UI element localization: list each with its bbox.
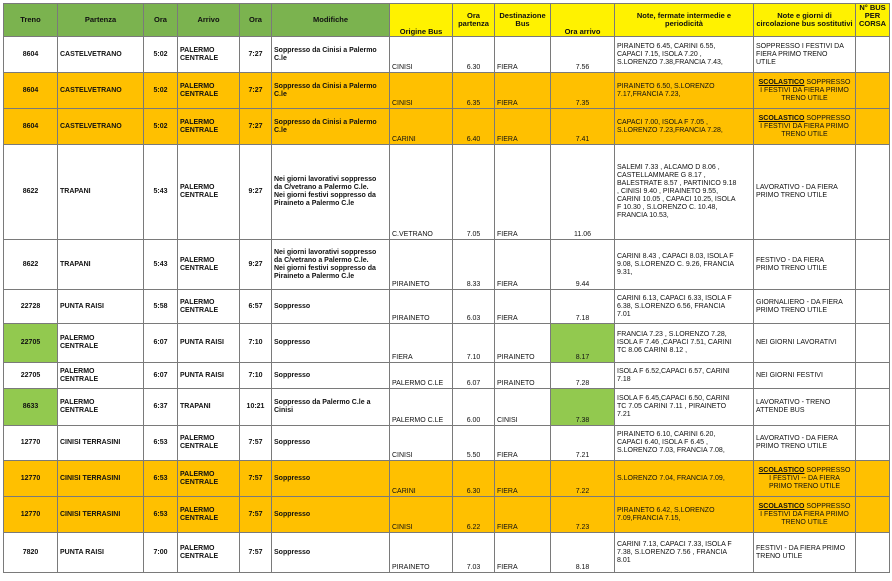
timetable-body — [4, 37, 890, 573]
cell-n-bus — [856, 37, 890, 73]
cell-treno: 8622 — [4, 145, 58, 240]
cell-note-giorni — [754, 497, 856, 533]
cell-ora-partenza-bus: 7.05 — [453, 145, 495, 240]
cell-note: PIRAINETO 6.42, S.LORENZO 7.09,FRANCIA 7.15, — [615, 497, 754, 533]
cell-origine-bus: CINISI — [390, 426, 453, 461]
col-n-bus: N° BUS PER CORSA — [856, 4, 890, 37]
cell-arrivo: PALERMO CENTRALE — [178, 37, 240, 73]
cell-ora-partenza-treno: 5:02 — [144, 109, 178, 145]
cell-modifiche: Soppresso da Palermo C.le a Cinisi — [272, 389, 390, 426]
cell-treno: 8604 — [4, 37, 58, 73]
cell-ora-arrivo-bus: 7.18 — [551, 290, 615, 324]
cell-destinazione-bus: CINISI — [495, 389, 551, 426]
cell-arrivo: PALERMO CENTRALE — [178, 109, 240, 145]
cell-ora-arrivo-bus: 7.21 — [551, 426, 615, 461]
cell-ora-arrivo-treno: 7:57 — [240, 497, 272, 533]
cell-partenza: PUNTA RAISI — [58, 290, 144, 324]
scolastico-label: SCOLASTICO — [758, 502, 805, 510]
table-row — [4, 73, 890, 109]
cell-n-bus — [856, 533, 890, 573]
cell-destinazione-bus: FIERA — [495, 426, 551, 461]
col-origine-bus: Origine Bus — [390, 4, 453, 37]
cell-arrivo: TRAPANI — [178, 389, 240, 426]
cell-origine-bus: PIRAINETO — [390, 290, 453, 324]
table-row — [4, 461, 890, 497]
cell-n-bus — [856, 363, 890, 389]
cell-ora-arrivo-treno: 7:57 — [240, 426, 272, 461]
cell-ora-partenza-treno: 5:58 — [144, 290, 178, 324]
timetable — [3, 3, 890, 573]
cell-ora-arrivo-bus: 7.35 — [551, 73, 615, 109]
cell-ora-partenza-treno: 6:53 — [144, 461, 178, 497]
cell-origine-bus: CARINI — [390, 109, 453, 145]
table-row — [4, 240, 890, 290]
cell-modifiche: Soppresso da Cinisi a Palermo C.le — [272, 109, 390, 145]
cell-n-bus — [856, 389, 890, 426]
cell-note: SALEMI 7.33 , ALCAMO D 8.06 , CASTELLAMMARE G 8.17 , BALESTRATE 8.57 , PARTINICO 9.18 , CINISI 9.40 , PIRAINETO 9.55, CARINI 10.05 , CAPACI 10.25, ISOLA F 10.30 , S.LORENZO C. 10.48, FRANCIA 10.53, — [615, 145, 754, 240]
cell-ora-partenza-treno: 5:02 — [144, 37, 178, 73]
cell-note-giorni — [754, 324, 856, 363]
table-row — [4, 290, 890, 324]
cell-n-bus — [856, 145, 890, 240]
col-treno: Treno — [4, 4, 58, 37]
cell-partenza: PALERMO CENTRALE — [58, 389, 144, 426]
cell-modifiche: Soppresso — [272, 426, 390, 461]
cell-treno: 8622 — [4, 240, 58, 290]
cell-ora-partenza-bus: 6.00 — [453, 389, 495, 426]
cell-ora-arrivo-bus: 11.06 — [551, 145, 615, 240]
cell-partenza: CASTELVETRANO — [58, 37, 144, 73]
cell-ora-arrivo-bus: 9.44 — [551, 240, 615, 290]
cell-ora-partenza-bus: 6.30 — [453, 37, 495, 73]
cell-ora-arrivo-treno: 9:27 — [240, 145, 272, 240]
cell-ora-partenza-treno: 5:43 — [144, 240, 178, 290]
cell-treno: 12770 — [4, 461, 58, 497]
cell-destinazione-bus: FIERA — [495, 290, 551, 324]
cell-partenza: TRAPANI — [58, 145, 144, 240]
cell-ora-partenza-bus: 6.35 — [453, 73, 495, 109]
col-modifiche: Modifiche — [272, 4, 390, 37]
header-row — [4, 4, 890, 37]
cell-modifiche: Soppresso — [272, 363, 390, 389]
cell-n-bus — [856, 497, 890, 533]
scolastico-label: SCOLASTICO — [758, 78, 805, 86]
cell-partenza: CINISI TERRASINI — [58, 461, 144, 497]
scolastico-label: SCOLASTICO — [758, 466, 805, 474]
note-giorni-text: SOPPRESSO I FESTIVI DA FIERA PRIMO TRENO UTILE — [756, 42, 844, 66]
table-row — [4, 109, 890, 145]
cell-note-giorni — [754, 363, 856, 389]
cell-ora-arrivo-treno: 7:10 — [240, 363, 272, 389]
cell-treno: 7820 — [4, 533, 58, 573]
cell-note: CARINI 7.13, CAPACI 7.33, ISOLA F 7.38, S.LORENZO 7.56 , FRANCIA 8.01 — [615, 533, 754, 573]
cell-destinazione-bus: FIERA — [495, 240, 551, 290]
table-row — [4, 497, 890, 533]
cell-ora-partenza-treno: 7:00 — [144, 533, 178, 573]
cell-ora-partenza-bus: 6.07 — [453, 363, 495, 389]
cell-partenza: PALERMO CENTRALE — [58, 324, 144, 363]
cell-ora-arrivo-bus: 7.23 — [551, 497, 615, 533]
cell-origine-bus: C.VETRANO — [390, 145, 453, 240]
cell-ora-arrivo-bus: 7.38 — [551, 389, 615, 426]
col-ora-partenza-treno: Ora — [144, 4, 178, 37]
cell-origine-bus: FIERA — [390, 324, 453, 363]
cell-ora-partenza-bus: 6.03 — [453, 290, 495, 324]
cell-note-giorni — [754, 389, 856, 426]
cell-destinazione-bus: FIERA — [495, 73, 551, 109]
cell-modifiche: Soppresso da Cinisi a Palermo C.le — [272, 73, 390, 109]
cell-destinazione-bus: FIERA — [495, 533, 551, 573]
cell-origine-bus: CINISI — [390, 497, 453, 533]
cell-treno: 12770 — [4, 426, 58, 461]
table-row — [4, 389, 890, 426]
cell-note: ISOLA F 6.52,CAPACI 6.57, CARINI 7.18 — [615, 363, 754, 389]
cell-ora-arrivo-treno: 7:27 — [240, 37, 272, 73]
cell-ora-arrivo-treno: 6:57 — [240, 290, 272, 324]
cell-arrivo: PUNTA RAISI — [178, 363, 240, 389]
cell-destinazione-bus: FIERA — [495, 37, 551, 73]
note-giorni-text: SOPPRESSO I FESTIVI DA FIERA PRIMO TRENO UTILE — [760, 114, 851, 138]
cell-ora-arrivo-bus: 7.22 — [551, 461, 615, 497]
cell-arrivo: PALERMO CENTRALE — [178, 73, 240, 109]
cell-arrivo: PALERMO CENTRALE — [178, 497, 240, 533]
cell-treno: 22705 — [4, 363, 58, 389]
cell-partenza: PUNTA RAISI — [58, 533, 144, 573]
cell-destinazione-bus: PIRAINETO — [495, 363, 551, 389]
cell-ora-partenza-treno: 6:07 — [144, 324, 178, 363]
cell-ora-partenza-treno: 5:02 — [144, 73, 178, 109]
cell-treno: 8604 — [4, 73, 58, 109]
note-giorni-text: SOPPRESSO I FESTIVI -- DA FIERA PRIMO TRENO UTILE — [768, 466, 851, 490]
note-giorni-text: FESTIVI - DA FIERA PRIMO TRENO UTILE — [756, 544, 846, 560]
cell-modifiche: Soppresso — [272, 324, 390, 363]
cell-partenza: CINISI TERRASINI — [58, 497, 144, 533]
cell-note-giorni — [754, 461, 856, 497]
cell-partenza: TRAPANI — [58, 240, 144, 290]
cell-n-bus — [856, 324, 890, 363]
cell-destinazione-bus: FIERA — [495, 461, 551, 497]
cell-treno: 22705 — [4, 324, 58, 363]
cell-ora-arrivo-treno: 7:10 — [240, 324, 272, 363]
cell-origine-bus: CARINI — [390, 461, 453, 497]
note-giorni-text: SOPPRESSO I FESTIVI DA FIERA PRIMO TRENO UTILE — [760, 78, 851, 102]
cell-ora-partenza-treno: 6:37 — [144, 389, 178, 426]
cell-modifiche: Soppresso da Cinisi a Palermo C.le — [272, 37, 390, 73]
cell-note: CARINI 6.13, CAPACI 6.33, ISOLA F 6.38, S.LORENZO 6.56, FRANCIA 7.01 — [615, 290, 754, 324]
cell-modifiche: Soppresso — [272, 290, 390, 324]
cell-note-giorni — [754, 240, 856, 290]
note-giorni-text: SOPPRESSO I FESTIVI DA FIERA PRIMO TRENO UTILE — [760, 502, 851, 526]
note-giorni-text: LAVORATIVO - DA FIERA PRIMO TRENO UTILE — [756, 184, 838, 199]
cell-destinazione-bus: FIERA — [495, 145, 551, 240]
cell-note-giorni — [754, 109, 856, 145]
cell-treno: 8633 — [4, 389, 58, 426]
cell-ora-partenza-bus: 5.50 — [453, 426, 495, 461]
note-giorni-text: LAVORATIVO - TRENO ATTENDE BUS — [756, 399, 831, 414]
cell-note: S.LORENZO 7.04, FRANCIA 7.09, — [615, 461, 754, 497]
cell-n-bus — [856, 240, 890, 290]
table-row — [4, 533, 890, 573]
cell-n-bus — [856, 109, 890, 145]
cell-destinazione-bus: FIERA — [495, 109, 551, 145]
cell-arrivo: PALERMO CENTRALE — [178, 461, 240, 497]
col-arrivo: Arrivo — [178, 4, 240, 37]
table-row — [4, 145, 890, 240]
note-giorni-text: FESTIVO - DA FIERA PRIMO TRENO UTILE — [756, 256, 828, 272]
cell-ora-arrivo-treno: 7:57 — [240, 461, 272, 497]
cell-arrivo: PALERMO CENTRALE — [178, 145, 240, 240]
scolastico-label: SCOLASTICO — [758, 114, 805, 122]
table-row — [4, 37, 890, 73]
cell-ora-partenza-treno: 5:43 — [144, 145, 178, 240]
cell-modifiche: Soppresso — [272, 533, 390, 573]
cell-partenza: PALERMO CENTRALE — [58, 363, 144, 389]
note-giorni-text: NEI GIORNI FESTIVI — [756, 371, 823, 379]
cell-ora-partenza-bus: 7.10 — [453, 324, 495, 363]
cell-arrivo: PALERMO CENTRALE — [178, 426, 240, 461]
cell-ora-partenza-bus: 6.30 — [453, 461, 495, 497]
cell-ora-arrivo-treno: 7:27 — [240, 73, 272, 109]
table-row — [4, 324, 890, 363]
cell-note: FRANCIA 7.23 , S.LORENZO 7.28, ISOLA F 7.46 ,CAPACI 7.51, CARINI TC 8.06 CARINI 8.12 , — [615, 324, 754, 363]
cell-n-bus — [856, 73, 890, 109]
cell-partenza: CINISI TERRASINI — [58, 426, 144, 461]
cell-ora-partenza-bus: 6.22 — [453, 497, 495, 533]
cell-origine-bus: PALERMO C.LE — [390, 389, 453, 426]
cell-origine-bus: PIRAINETO — [390, 533, 453, 573]
note-giorni-text: GIORNALIERO - DA FIERA PRIMO TRENO UTILE — [756, 298, 843, 314]
note-giorni-text: LAVORATIVO - DA FIERA PRIMO TRENO UTILE — [756, 435, 838, 450]
col-ora-arrivo-bus: Ora arrivo — [551, 4, 615, 37]
cell-arrivo: PUNTA RAISI — [178, 324, 240, 363]
col-ora-arrivo-treno: Ora — [240, 4, 272, 37]
cell-treno: 12770 — [4, 497, 58, 533]
cell-arrivo: PALERMO CENTRALE — [178, 533, 240, 573]
cell-n-bus — [856, 426, 890, 461]
cell-ora-partenza-bus: 6.40 — [453, 109, 495, 145]
cell-ora-partenza-treno: 6:53 — [144, 426, 178, 461]
cell-ora-partenza-treno: 6:53 — [144, 497, 178, 533]
cell-note-giorni — [754, 533, 856, 573]
cell-note-giorni — [754, 290, 856, 324]
note-giorni-text: NEI GIORNI LAVORATIVI — [756, 339, 837, 346]
cell-note: CARINI 8.43 , CAPACI 8.03, ISOLA F 9.08, S.LORENZO C. 9.26, FRANCIA 9.31, — [615, 240, 754, 290]
cell-origine-bus: CINISI — [390, 37, 453, 73]
cell-note-giorni — [754, 37, 856, 73]
cell-note-giorni — [754, 145, 856, 240]
cell-note-giorni — [754, 73, 856, 109]
cell-modifiche: Nei giorni lavorativi soppresso da C/vetrano a Palermo C.le. Nei giorni festivi soppresso da Piraineto a Palermo C.le — [272, 240, 390, 290]
cell-ora-arrivo-bus: 8.18 — [551, 533, 615, 573]
cell-ora-arrivo-bus: 8.17 — [551, 324, 615, 363]
cell-treno: 8604 — [4, 109, 58, 145]
cell-ora-arrivo-bus: 7.28 — [551, 363, 615, 389]
cell-note: PIRAINETO 6.50, S.LORENZO 7.17,FRANCIA 7.23, — [615, 73, 754, 109]
cell-destinazione-bus: PIRAINETO — [495, 324, 551, 363]
cell-note: PIRAINETO 6.10, CARINI 6.20, CAPACI 6.40, ISOLA F 6.45 , S.LORENZO 7.03, FRANCIA 7.08, — [615, 426, 754, 461]
cell-modifiche: Soppresso — [272, 497, 390, 533]
col-note-giorni: Note e giorni di circolazione bus sostitutivi — [754, 4, 856, 37]
cell-arrivo: PALERMO CENTRALE — [178, 240, 240, 290]
cell-destinazione-bus: FIERA — [495, 497, 551, 533]
table-row — [4, 363, 890, 389]
cell-ora-arrivo-treno: 7:27 — [240, 109, 272, 145]
cell-ora-arrivo-treno: 7:57 — [240, 533, 272, 573]
cell-treno: 22728 — [4, 290, 58, 324]
cell-partenza: CASTELVETRANO — [58, 109, 144, 145]
cell-ora-partenza-bus: 8.33 — [453, 240, 495, 290]
col-destinazione-bus: Destinazione Bus — [495, 4, 551, 37]
cell-origine-bus: CINISI — [390, 73, 453, 109]
cell-ora-arrivo-treno: 9:27 — [240, 240, 272, 290]
col-ora-partenza-bus: Ora partenza — [453, 4, 495, 37]
cell-modifiche: Soppresso — [272, 461, 390, 497]
cell-note: CAPACI 7.00, ISOLA F 7.05 , S.LORENZO 7.23,FRANCIA 7.28, — [615, 109, 754, 145]
cell-note: ISOLA F 6.45,CAPACI 6.50, CARINI TC 7.05 CARINI 7.11 , PIRAINETO 7.21 — [615, 389, 754, 426]
timetable-sheet — [3, 3, 890, 573]
cell-ora-arrivo-treno: 10:21 — [240, 389, 272, 426]
cell-origine-bus: PIRAINETO — [390, 240, 453, 290]
cell-note-giorni — [754, 426, 856, 461]
cell-n-bus — [856, 461, 890, 497]
cell-note: PIRAINETO 6.45, CARINI 6.55, CAPACI 7.15, ISOLA 7.20 , S.LORENZO 7.38,FRANCIA 7.43, — [615, 37, 754, 73]
cell-modifiche: Nei giorni lavorativi soppresso da C/vetrano a Palermo C.le. Nei giorni festivi soppresso da Piraineto a Palermo C.le — [272, 145, 390, 240]
col-note: Note, fermate intermedie e periodicità — [615, 4, 754, 37]
cell-n-bus — [856, 290, 890, 324]
cell-ora-partenza-bus: 7.03 — [453, 533, 495, 573]
cell-partenza: CASTELVETRANO — [58, 73, 144, 109]
cell-ora-arrivo-bus: 7.56 — [551, 37, 615, 73]
col-partenza: Partenza — [58, 4, 144, 37]
cell-arrivo: PALERMO CENTRALE — [178, 290, 240, 324]
cell-origine-bus: PALERMO C.LE — [390, 363, 453, 389]
table-row — [4, 426, 890, 461]
cell-ora-arrivo-bus: 7.41 — [551, 109, 615, 145]
cell-ora-partenza-treno: 6:07 — [144, 363, 178, 389]
